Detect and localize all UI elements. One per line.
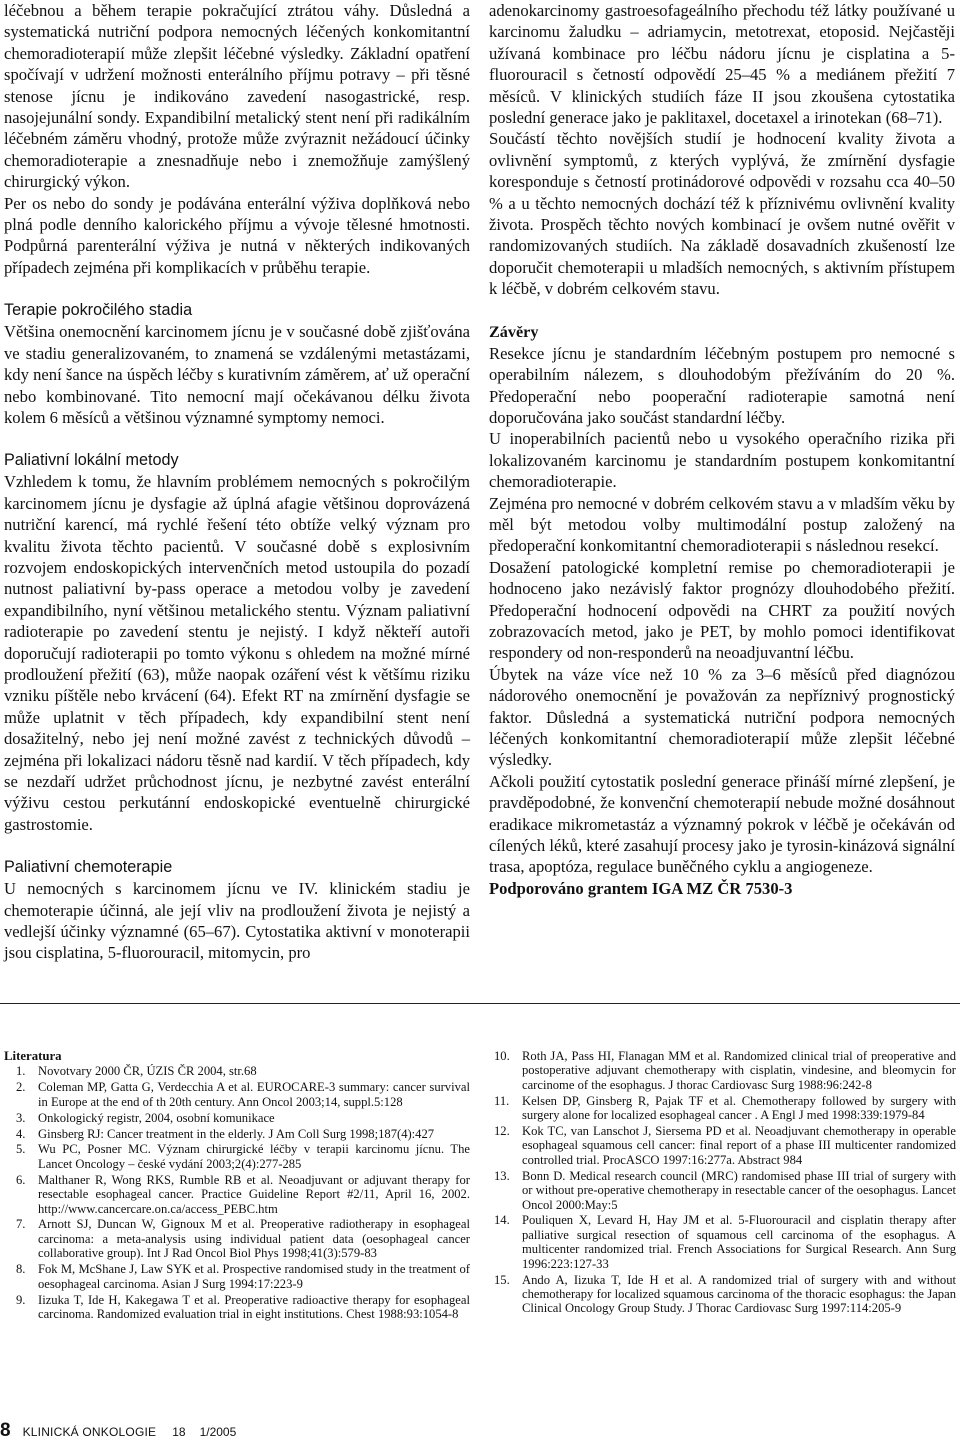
paragraph: Úbytek na váze více než 10 % za 3–6 měsíců před diagnózou nádorového onemocnění je považován za nepříznivý prognostický faktor. Důsledná a systematická nutriční podpora nemocných léčených konkomitantní chemoradioterapií může zlepšit léčebné výsledky.: [489, 664, 955, 770]
reference-number: 5.: [16, 1142, 26, 1157]
section-conclusions: [489, 321, 955, 878]
reference-number: 4.: [16, 1126, 26, 1141]
references-heading: Literatura: [4, 1049, 62, 1063]
reference-number: 9.: [16, 1292, 26, 1307]
references-left: [4, 1049, 470, 1323]
reference-item: [494, 1273, 956, 1316]
paragraph: Součástí těchto novějších studií je hodnocení kvality života a ovlivnění symptomů, z kterých vyplývá, že zmírnění dysfagie koresponduje s četností protinádorové odpovědi v rozsahu cca 40–50 % a u těchto nemocných dochází též k příznivému ovlivnění kvality života. Prospěch těchto nových kombinací je ovšem nutné ověřit v randomizovaných studiích. Na základě dosavadních zkušeností lze doporučit chemoterapii u mladších nemocných, s aktivním přístupem k léčbě, v dobrém celkovém stavu.: [489, 129, 955, 299]
reference-text: Arnott SJ, Duncan W, Gignoux M et al. Preoperative radiotherapy in esophageal carcinoma: a meta-analysis using individual patient data (oesophageal cancer collaborative group). Int J Rad Oncol Biol Phys 1998;41(3):579-83: [38, 1217, 470, 1261]
paragraph: Ačkoli použití cytostatik poslední generace přináší mírné zlepšení, je pravděpodobné, že konvenční chemoterapií nebude možné dosáhnout eradikace mikrometastáz a významný pokrok v léčbě je očekáván od cílených léků, které zasahují procesy jako je tyrosin-kinázová signální trasa, apoptóza, regulace buněčného cyklu a angiogeneze.: [489, 771, 955, 877]
reference-item: [4, 1293, 470, 1322]
paragraph: Resekce jícnu je standardním léčebným postupem pro nemocné s operabilním nálezem, s dlouhodobým přežíváním do 20 %. Předoperační nebo pooperační radioterapie samotná není doporučována jako součást standardní léčby.: [489, 343, 955, 427]
grant-acknowledgement: Podporováno grantem IGA MZ ČR 7530-3: [489, 878, 793, 898]
reference-number: 3.: [16, 1110, 26, 1125]
reference-item: [494, 1124, 956, 1167]
reference-text: Kelsen DP, Ginsberg R, Pajak TF et al. Chemotherapy followed by surgery with surgery alone for localized esophageal cancer . A Engl J med 1998:339:1979-84: [522, 1093, 956, 1123]
reference-number: 10.: [494, 1049, 510, 1063]
reference-text: Bonn D. Medical research council (MRC) randomised phase III trial of surgery with or without pre-operative chemotherapy in resectable cancer of the oesophagus. Lancet Oncol 2000:May:5: [522, 1168, 956, 1212]
section-heading: Závěry: [489, 322, 539, 341]
references-right: [494, 1049, 956, 1317]
journal-name: KLINICKÁ ONKOLOGIE: [22, 1425, 157, 1439]
reference-text: Iizuka T, Ide H, Kakegawa T et al. Preoperative radioactive therapy for esophageal carcinoma. Randomized evaluation trial in eight institutions. Chest 1988:93:1054-8: [38, 1292, 470, 1321]
reference-item: [494, 1213, 956, 1271]
section-palliative-chemo: [4, 856, 470, 964]
section-heading: Paliativní lokální metody: [4, 451, 179, 470]
reference-item: [4, 1262, 470, 1291]
page-number: 8: [0, 1420, 11, 1441]
reference-number: 1.: [16, 1064, 26, 1079]
reference-item: [4, 1127, 470, 1141]
reference-number: 2.: [16, 1080, 26, 1095]
reference-list: [4, 1064, 470, 1321]
reference-number: 6.: [16, 1172, 26, 1187]
reference-text: Novotvary 2000 ČR, ÚZIS ČR 2004, str.68: [38, 1064, 257, 1079]
reference-number: 13.: [494, 1168, 510, 1183]
reference-number: 11.: [494, 1093, 510, 1108]
reference-number: 14.: [494, 1213, 510, 1228]
page-footer: [0, 1420, 236, 1442]
paragraph: Per os nebo do sondy je podávána enterální výživa doplňková nebo plná podle denního kalorického příjmu a vývoje tělesné hmotnosti. Podpůrná parenterální výživa je nutná v některých indikovaných případech zejména při komplikacích v průběhu terapie.: [4, 193, 470, 277]
section-palliative-local: [4, 449, 470, 835]
reference-item: [4, 1217, 470, 1260]
reference-item: [4, 1080, 470, 1109]
reference-text: Onkologický registr, 2004, osobní komunikace: [38, 1110, 275, 1125]
reference-item: [494, 1094, 956, 1123]
reference-text: Roth JA, Pass HI, Flanagan MM et al. Randomized clinical trial of preoperative and postoperative adjuvant chemotherapy with cisplatin, vindesine, and bleomycin for carcinome of the esophagus. J thorac Cardiovasc Surg 1988:96:242-8: [522, 1049, 956, 1092]
section-heading: Paliativní chemoterapie: [4, 858, 173, 877]
journal-volume: 18: [172, 1425, 186, 1439]
reference-item: [4, 1173, 470, 1216]
section-divider: [0, 1003, 960, 1004]
journal-issue: 1/2005: [199, 1425, 237, 1439]
reference-text: Kok TC, van Lanschot J, Siersema PD et al. Neoadjuvant chemotherapy in operable esophageal squamous cell cancer: final report of a phase III multicenter randomized controlled trial. ProcASCO 1997:16:277a. Abstract 984: [522, 1124, 956, 1167]
reference-item: [4, 1064, 470, 1078]
reference-number: 7.: [16, 1217, 26, 1232]
reference-text: Ando A, Iizuka T, Ide H et al. A randomized trial of surgery with and without chemotherapy for localized squamous carcinoma of the thoracic esophagus: the Japan Clinical Oncology Group Study. J Thorac Cardiovasc Surg 1997:114:205-9: [522, 1272, 956, 1316]
reference-text: Fok M, McShane J, Law SYK et al. Prospective randomised study in the treatment of oesophageal carcinoma. Asian J Surg 1994:17:223-9: [38, 1262, 470, 1291]
reference-number: 12.: [494, 1124, 510, 1139]
reference-item: [4, 1142, 470, 1171]
paragraph: Dosažení patologické kompletní remise po chemoradioterapii je hodnoceno jako nezávislý faktor prognózy dlouhodobého přežití. Předoperační hodnocení odpovědi na CHRT za použití nových zobrazovacích metod, jako je PET, by mohlo pomoci identifikovat respondery od non-responderů na neoadjuvantní léčbu.: [489, 557, 955, 663]
reference-text: Wu PC, Posner MC. Význam chirurgické léčby v terapii karcinomu jícnu. The Lancet Oncology – české vydání 2003;2(4):277-285: [38, 1142, 470, 1171]
reference-text: Malthaner R, Wong RKS, Rumble RB et al. Neoadjuvant or adjuvant therapy for resectable esophageal cancer. Practice Guideline Report #2/11, April 16, 2002. http://www.cancercare.on.ca/access_PEBC.htm: [38, 1172, 470, 1216]
paragraph: Vzhledem k tomu, že hlavním problémem nemocných s pokročilým karcinomem jícnu je dysfagie až úplná afagie většinou doprovázená nutriční karencí, má rychlé řešení této obtíže velký význam pro kvalitu života těchto pacientů. V současné době s explosivním rozvojem endoskopických intervenčních metod ustoupila do pozadí nutnost paliativní by-pass operace a metodou volby je zavedení expandibilního, nyní většinou metalického stentu. Význam paliativní radioterapie po zavedení stentu je nejistý. I když někteří autoři doporučují radioterapii po tomto výkonu s ohledem na možné mírné prodloužení přežití (63), může naopak ozáření vést k většímu riziku vzniku píštěle nebo krvácení (64). Efekt RT na zmírnění dysfagie se může uplatnit v těch případech, kdy expandibilní stent není dosažitelný, nebo jej není možné zavést z technických důvodů – zejména při lokalizaci nádoru těsně nad kardií. V těch případech, kdy se nezdaří udržet průchodnost jícnu, je nezbytné zavést enterální výživu cestou perkutánní endoskopické eventuelně chirurgické gastrostomie.: [4, 472, 470, 834]
reference-item: [4, 1111, 470, 1125]
paragraph: Většina onemocnění karcinomem jícnu je v současné době zjišťována ve stadiu generalizovaném, to znamená se vzdálenými metastázami, kdy není šance na úspěch léčby s kurativním záměrem, ať už operační nebo kombinované. Tito nemocní mají očekávanou délku života kolem 6 měsíců a většinou významné symptomy nemoci.: [4, 322, 470, 427]
reference-number: 15.: [494, 1272, 510, 1287]
paragraph: adenokarcinomy gastroesofageálního přechodu též látky používané u karcinomu žaludku – adriamycin, metotrexat, etoposid. Nejčastěji užívaná kombinace pro léčbu nádoru jícnu je cisplatina a 5-fluorouracil s četností odpovědí 25–45 % a mediánem přežití 7 měsíců. V klinických studiích fáze II jsou zkoušena cytostatika poslední generace jako je paklitaxel, docetaxel a irinotekan (68–71).: [489, 1, 955, 128]
left-column: [4, 0, 470, 964]
section-heading: Terapie pokročilého stadia: [4, 301, 193, 320]
reference-text: Ginsberg RJ: Cancer treatment in the elderly. J Am Coll Surg 1998;187(4):427: [38, 1126, 435, 1141]
paragraph: U inoperabilních pacientů nebo u vysokého operačního rizika při lokalizovaném karcinomu je standardním postupem konkomitantní chemoradioterapie.: [489, 429, 955, 492]
reference-text: Pouliquen X, Levard H, Hay JM et al. 5-Fluorouracil and cisplatin therapy after palliative surgical resection of squamous cell carcinoma of the esophagus. A multicenter randomized trial. French Associations for Surgical Research. Ann Surg 1996:223:127-33: [522, 1213, 956, 1271]
reference-item: [494, 1049, 956, 1092]
paragraph: léčebnou a během terapie pokračující ztrátou váhy. Důsledná a systematická nutriční podpora nemocných léčených konkomitantní chemoradioterapií může zlepšit léčebné výsledky. Základní opatření spočívají v udržení možnosti enterálního příjmu potravy – při těsné stenose jícnu je indikováno zavedení nasogastrické, resp. nasojejunální sondy. Expandibilní metalický stent není při radikálním léčebném záměru vhodný, protože může zvýraznit nežádoucí účinky chemoradioterapie a znesnadňuje nebo i znemožňuje zamýšlený chirurgický výkon.: [4, 1, 470, 192]
reference-item: [494, 1169, 956, 1212]
reference-text: Coleman MP, Gatta G, Verdecchia A et al. EUROCARE-3 summary: cancer survival in Europe at the end of th 20th century. Ann Oncol 2003;14, suppl.5:128: [38, 1080, 470, 1109]
section-advanced-stage: [4, 299, 470, 428]
paragraph: Zejména pro nemocné v dobrém celkovém stavu a v mladším věku by měl být metodou volby multimodální postup založený na předoperační konkomitantní chemoradioterapii s následnou resekcí.: [489, 493, 955, 556]
paragraph: U nemocných s karcinomem jícnu ve IV. klinickém stadiu je chemoterapie účinná, ale její vliv na prodloužení života je nejistý a vedlejší účinky významné (65–67). Cytostatika aktivní v monoterapii jsou cisplatina, 5-fluorouracil, mitomycin, pro: [4, 879, 470, 963]
reference-number: 8.: [16, 1262, 26, 1277]
right-column: [489, 0, 955, 899]
reference-list: [494, 1049, 956, 1316]
